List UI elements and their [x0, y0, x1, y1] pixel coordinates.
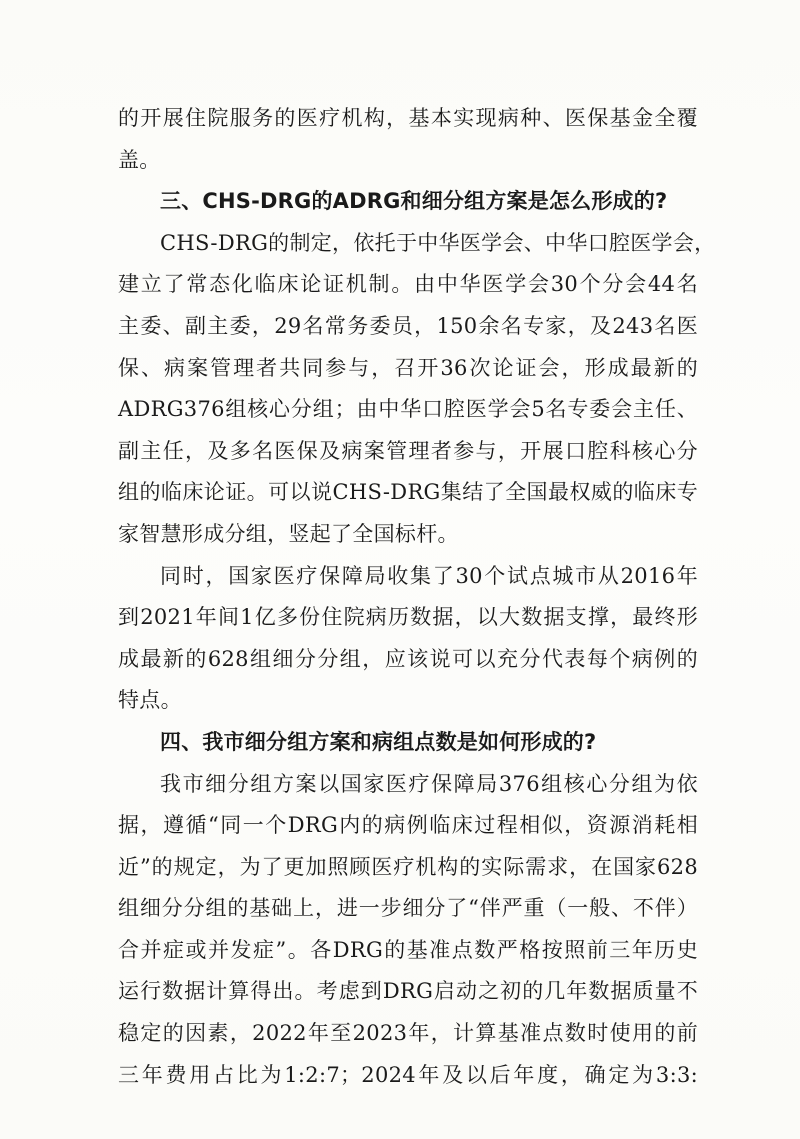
- text-line: 建立了常态化临床论证机制。由中华医学会30个分会44名: [118, 272, 698, 297]
- text-line: 组的临床论证。可以说CHS-DRG集结了全国最权威的临床专: [118, 480, 698, 505]
- paragraph-coverage: [118, 98, 698, 181]
- paragraph-city-grouping: [118, 764, 698, 1097]
- text-line: ADRG376组核心分组；由中华口腔医学会5名专委会主任、: [118, 397, 698, 422]
- text-line: CHS-DRG的制定，依托于中华医学会、中华口腔医学会，: [160, 230, 716, 255]
- section-heading-4: 四、我市细分组方案和病组点数是如何形成的?: [160, 729, 597, 754]
- text-line: 家智慧形成分组，竖起了全国标杆。: [118, 521, 459, 546]
- text-line: 合并症或并发症”。各DRG的基准点数严格按照前三年历史: [118, 937, 698, 962]
- text-line: 保、病案管理者共同参与，召开36次论证会，形成最新的: [118, 355, 698, 380]
- text-line: 近”的规定，为了更加照顾医疗机构的实际需求，在国家628: [118, 854, 698, 879]
- text-line: 的开展住院服务的医疗机构，基本实现病种、医保基金全覆: [118, 106, 698, 130]
- text-line: 组细分分组的基础上，进一步细分了“伴严重（一般、不伴）: [118, 896, 698, 921]
- paragraph-big-data: [118, 556, 698, 722]
- paragraph-chs-drg-formulation: [118, 223, 716, 556]
- section-heading-3: 三、CHS-DRG的ADRG和细分组方案是怎么形成的?: [160, 189, 668, 214]
- text-line: 主委、副主委，29名常务委员，150余名专家，及243名医: [118, 313, 698, 338]
- text-line: 盖。: [118, 147, 161, 172]
- text-line: 同时，国家医疗保障局收集了30个试点城市从2016年: [160, 563, 698, 588]
- text-line: 运行数据计算得出。考虑到DRG启动之初的几年数据质量不: [118, 979, 698, 1004]
- text-line: 三年费用占比为1:2:7；2024年及以后年度，确定为3:3:: [118, 1062, 698, 1087]
- text-line: 到2021年间1亿多份住院病历数据，以大数据支撑，最终形: [118, 605, 698, 630]
- text-line: 据，遵循“同一个DRG内的病例临床过程相似，资源消耗相: [118, 813, 698, 838]
- text-line: 特点。: [118, 688, 182, 713]
- text-line: 我市细分组方案以国家医疗保障局376组核心分组为依: [160, 771, 698, 796]
- text-line: 副主任，及多名医保及病案管理者参与，开展口腔科核心分: [118, 438, 698, 463]
- document-body: [118, 98, 716, 1096]
- text-line: 稳定的因素，2022年至2023年，计算基准点数时使用的前: [118, 1021, 698, 1046]
- text-line: 成最新的628组细分分组，应该说可以充分代表每个病例的: [118, 646, 698, 671]
